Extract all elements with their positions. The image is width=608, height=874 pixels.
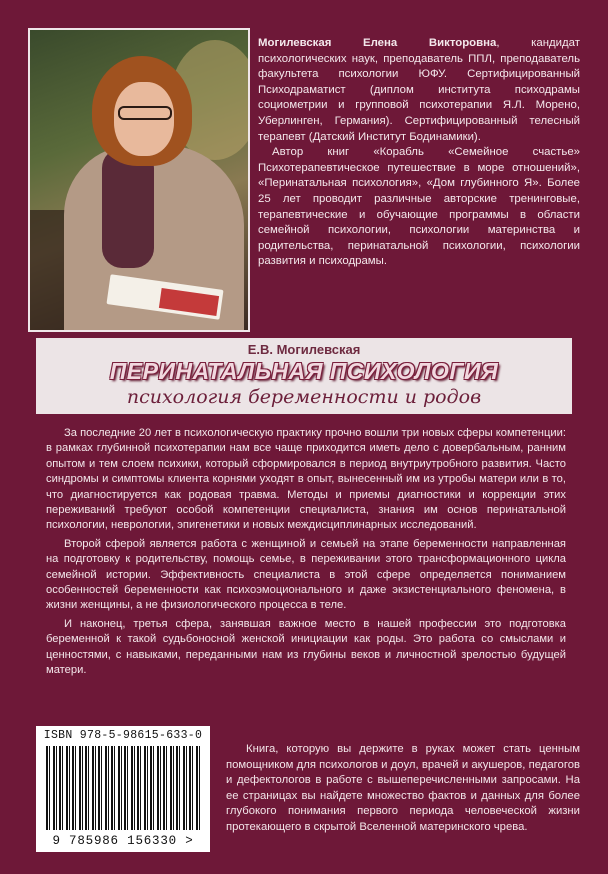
author-bio	[258, 36, 580, 270]
annotation-text	[46, 426, 566, 682]
title-band	[36, 338, 572, 414]
author-name: Могилевская Елена Викторовна	[258, 37, 497, 49]
bio-paragraph-2: Автор книг «Корабль «Семейное счастье» Психотерапевтическое путешествие в море отношений», «Перинатальная психология», «Дом глубинного Я». Более 25 лет проводит различные авторские тренинговые, терапевтические и обучающие программы в области семейной психологии, психологии материнства и родительства, перинатальной психологии, психологии развития и психодрамы.	[258, 146, 580, 268]
closing-text	[226, 742, 580, 836]
annotation-paragraph-3: И наконец, третья сфера, занявшая важное место в нашей профессии это подготовка беременной к такой судьбоносной женской инициации как роды. Это работа со смыслами и ценностями, с навыками, переданными нам из глубины веков и личностной зрелостью будущей матери.	[46, 617, 566, 677]
bio-paragraph-1	[258, 36, 580, 145]
cover-author: Е.В. Могилевская	[247, 342, 361, 357]
book-title: ПЕРИНАТАЛЬНАЯ ПСИХОЛОГИЯ	[109, 358, 499, 384]
book-subtitle: психология беременности и родов	[126, 386, 482, 408]
photo-glasses	[118, 106, 172, 120]
author-photo	[28, 28, 250, 332]
barcode-digits: 9 785986 156330 >	[52, 834, 194, 848]
isbn-number: ISBN 978-5-98615-633-0	[43, 729, 203, 742]
annotation-paragraph-1: За последние 20 лет в психологическую практику прочно вошли три новых сферы компетенции: в рамках глубинной психотерапии нам все чаще приходится иметь дело с довербальным, ранним опытом и тем слоем психики, который сформировался в период внутриутробного развития. Часто синдромы и симптомы клиента корнями уходят в опыт, вынесенный им из утробы матери или в то, что диагностируется как родовая травма. Методы и приемы диагностики и коррекции этих переживаний требуют особой компетенции специалиста, знания им основ перинатальной психологии, неврологии, эпигенетики и новых междисциплинарных исследований.	[46, 427, 566, 532]
bio-text-1: , кандидат психологических наук, преподаватель ППЛ, преподаватель факультета психологии ЮФУ. Сертифицированный Психодраматист (диплом института психодрамы социометрии и групповой психотерапии Я.Л. Морено, Уберлинген, Германия). Сертифицированный телесный терапевт (Датский Институт Бодинамики).	[258, 37, 580, 143]
annotation-paragraph-2: Второй сферой является работа с женщиной и семьей на этапе беременности направленная на подготовку к родительству, помощь семье, в переживании этого трансформационного цикла семейной истории. Эффективность специалиста в этой сфере определяется пониманием особенностей беременности как психоэмоционального и даже экзистенциального феномена, в жизни женщины, а не физиологического процесса в теле.	[46, 537, 566, 612]
closing-paragraph: Книга, которую вы держите в руках может стать ценным помощником для психологов и доул, врачей и акушеров, педагогов и дефектологов в работе с вышеперечисленными запросами. На ее страницах вы найдете множество фактов и данных для более глубокого понимания первого периода человеческой жизни протекающего в скрытой Вселенной материнского чрева.	[226, 743, 580, 833]
barcode-bars	[46, 746, 200, 830]
isbn-barcode	[36, 726, 210, 852]
photo-scarf	[102, 148, 154, 268]
